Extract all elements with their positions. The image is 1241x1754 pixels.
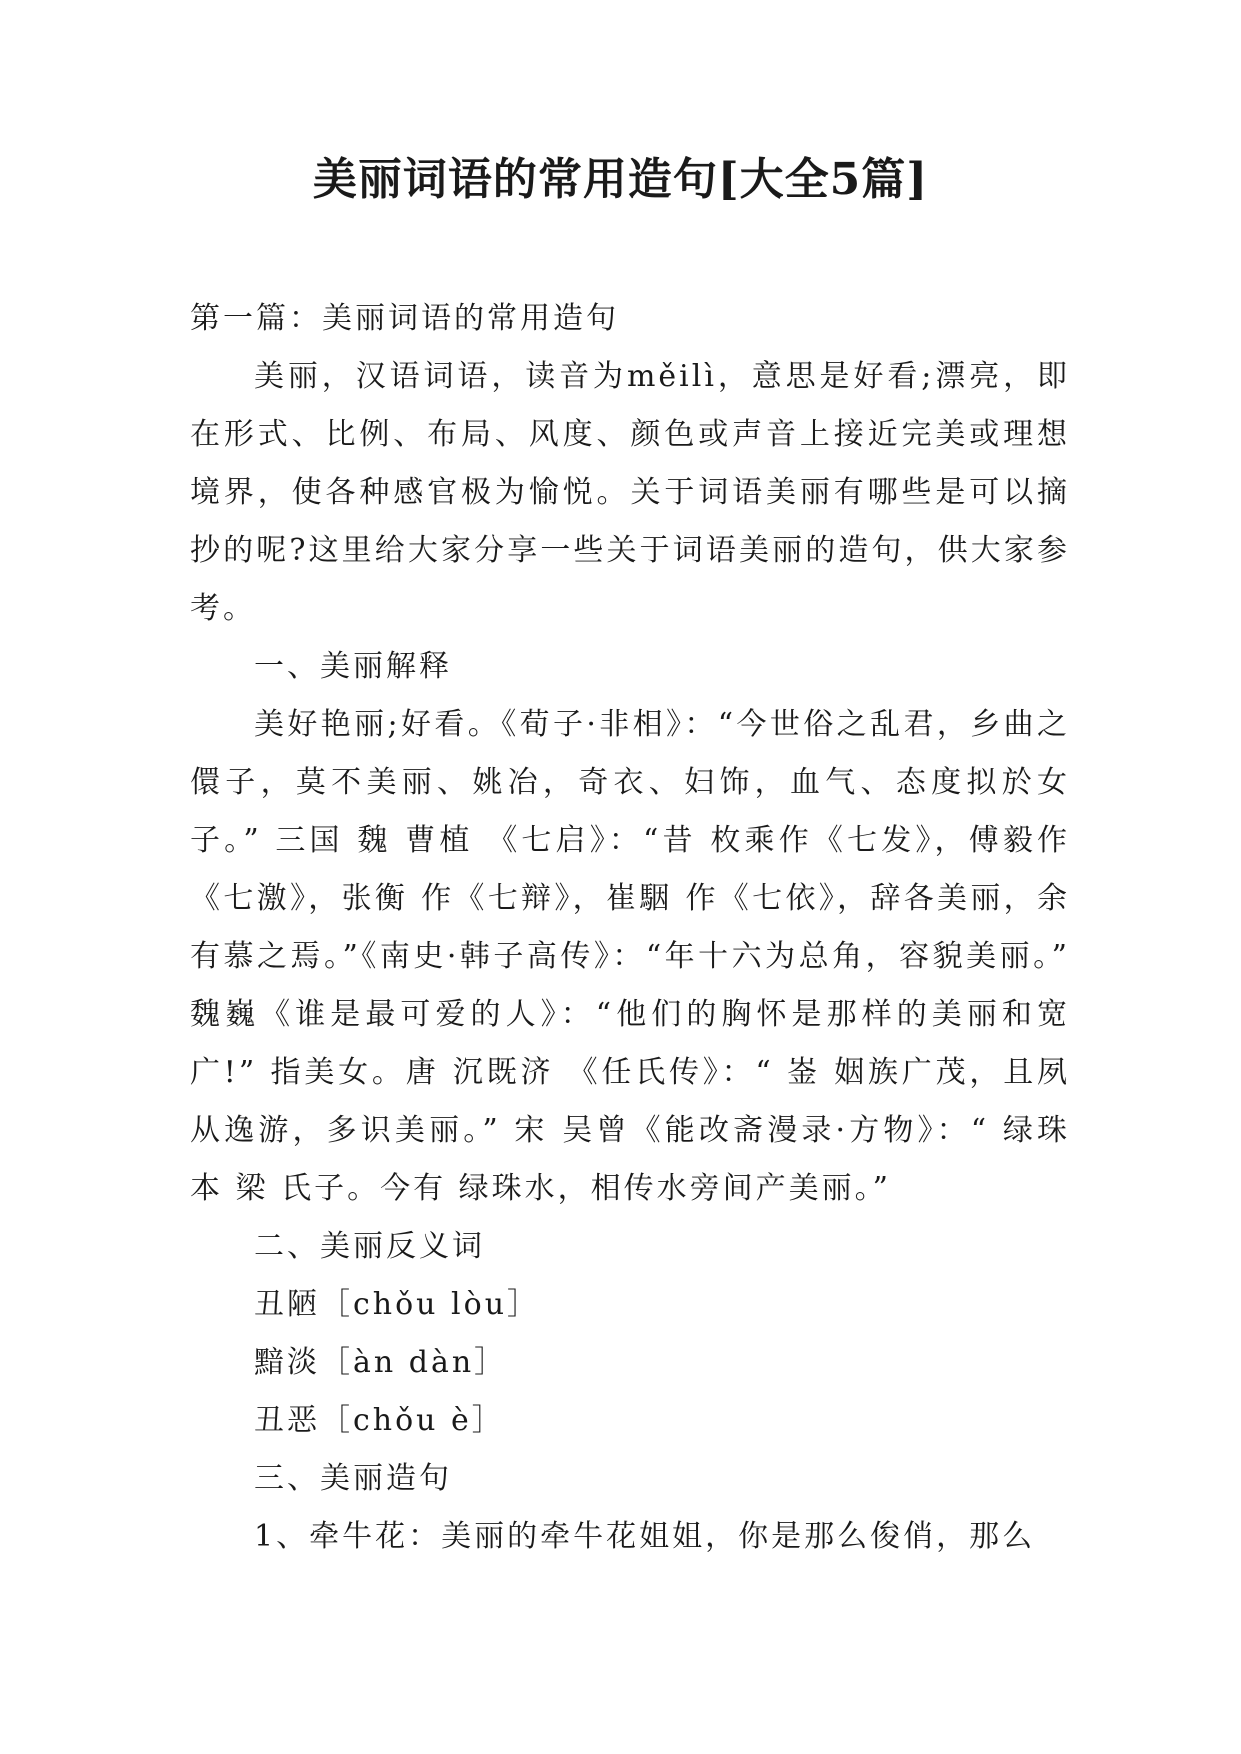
antonym-item: 黯淡［àn dàn］ <box>254 1345 508 1380</box>
part2-heading: 二、美丽反义词 <box>254 1229 485 1264</box>
part1-paragraph: 美好艳丽;好看。《荀子·非相》：“今世俗之乱君，乡曲之儇子，莫不美丽、姚冶，奇衣、妇饰，血气、态度拟於女子。” 三国 魏 曹植 《七启》：“昔 枚乘作《七发》，傅毅作《七激》，张衡 作《七辩》，崔駰 作《七依》，辞各美丽，余有慕之焉。”《南史·韩子高传》：“年十六为总角，容貌美丽。” 魏巍《谁是最可爱的人》：“他们的胸怀是那样的美丽和宽广!” 指美女。唐 沉既济 《任氏传》：“ 崟 姻族广茂，且夙从逸游，多识美丽。” 宋 吴曾《能改斋漫录·方物》：“ 绿珠 本 梁 氏子。今有 绿珠水，相传水旁间产美丽。” <box>190 707 1070 1206</box>
antonym-item: 丑恶［chǒu è］ <box>254 1403 505 1438</box>
example-sentence: 1、牵牛花：美丽的牵牛花姐姐，你是那么俊俏，那么 <box>254 1519 1036 1554</box>
document-title: 美丽词语的常用造句[大全5篇] <box>312 154 929 205</box>
antonym-item: 丑陋［chǒu lòu］ <box>254 1287 541 1322</box>
document-body <box>190 290 1070 1566</box>
part1-heading: 一、美丽解释 <box>254 649 452 684</box>
part3-heading: 三、美丽造句 <box>254 1461 452 1496</box>
section-heading: 第一篇：美丽词语的常用造句 <box>190 301 619 336</box>
intro-paragraph: 美丽，汉语词语，读音为měilì，意思是好看;漂亮，即在形式、比例、布局、风度、颜色或声音上接近完美或理想境界，使各种感官极为愉悦。关于词语美丽有哪些是可以摘抄的呢?这里给大家分享一些关于词语美丽的造句，供大家参考。 <box>190 359 1070 626</box>
